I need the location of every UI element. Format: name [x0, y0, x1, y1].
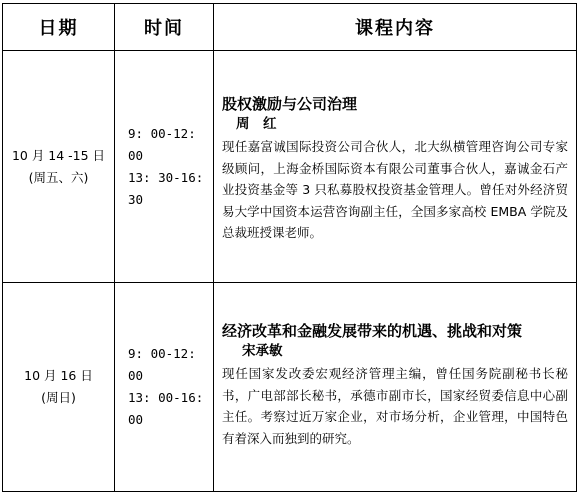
weekday-text: (周五、六) [28, 169, 89, 185]
table-row-1-course [214, 51, 576, 282]
morning-time: 9: 00-12: 00 [128, 125, 196, 163]
speaker-bio: 现任国家发改委宏观经济管理主编，曾任国务院副秘书长秘书，广电部部长秘书，承德市副市长，国家经贸委信息中心副主任。考察过近万家企业，对市场分析，企业管理，中国特色有着深入而独到的研究。 [222, 366, 568, 446]
date-text: 10 月 16 日 [24, 368, 93, 383]
table-row-2-time [115, 283, 213, 491]
speaker-bio: 现任嘉富诚国际投资公司合伙人，北大纵横管理咨询公司专家级顾问，上海金桥国际资本有限公司董事合伙人，嘉诚金石产业投资基金等 3 只私募股权投资基金管理人。曾任对外经济贸易大学中国资本运营咨询副主任，全国多家高校 EMBA 学院及总裁班授课老师。 [222, 139, 568, 240]
course-title: 股权激励与公司治理 [222, 95, 358, 113]
table-row-2-course [214, 283, 576, 491]
table-border-right [576, 3, 577, 492]
table-border-bottom [2, 491, 577, 492]
header-time: 时间 [144, 18, 184, 39]
header-course-content: 课程内容 [355, 18, 435, 39]
afternoon-time: 13: 00-16: 00 [128, 390, 204, 427]
table-row-1-time [115, 51, 213, 282]
date-text: 10 月 14 -15 日 [11, 147, 106, 163]
weekday-text: (周日) [41, 390, 76, 405]
table-row-1-date [3, 51, 114, 282]
afternoon-time: 13: 30-16: 30 [128, 169, 204, 207]
header-date: 日期 [38, 18, 79, 39]
speaker-name: 周 红 [236, 116, 277, 132]
table-row-2-date [3, 283, 114, 491]
course-title: 经济改革和金融发展带来的机遇、挑战和对策 [222, 322, 523, 340]
speaker-name: 宋承敏 [242, 343, 283, 359]
morning-time: 9: 00-12: 00 [128, 346, 196, 383]
